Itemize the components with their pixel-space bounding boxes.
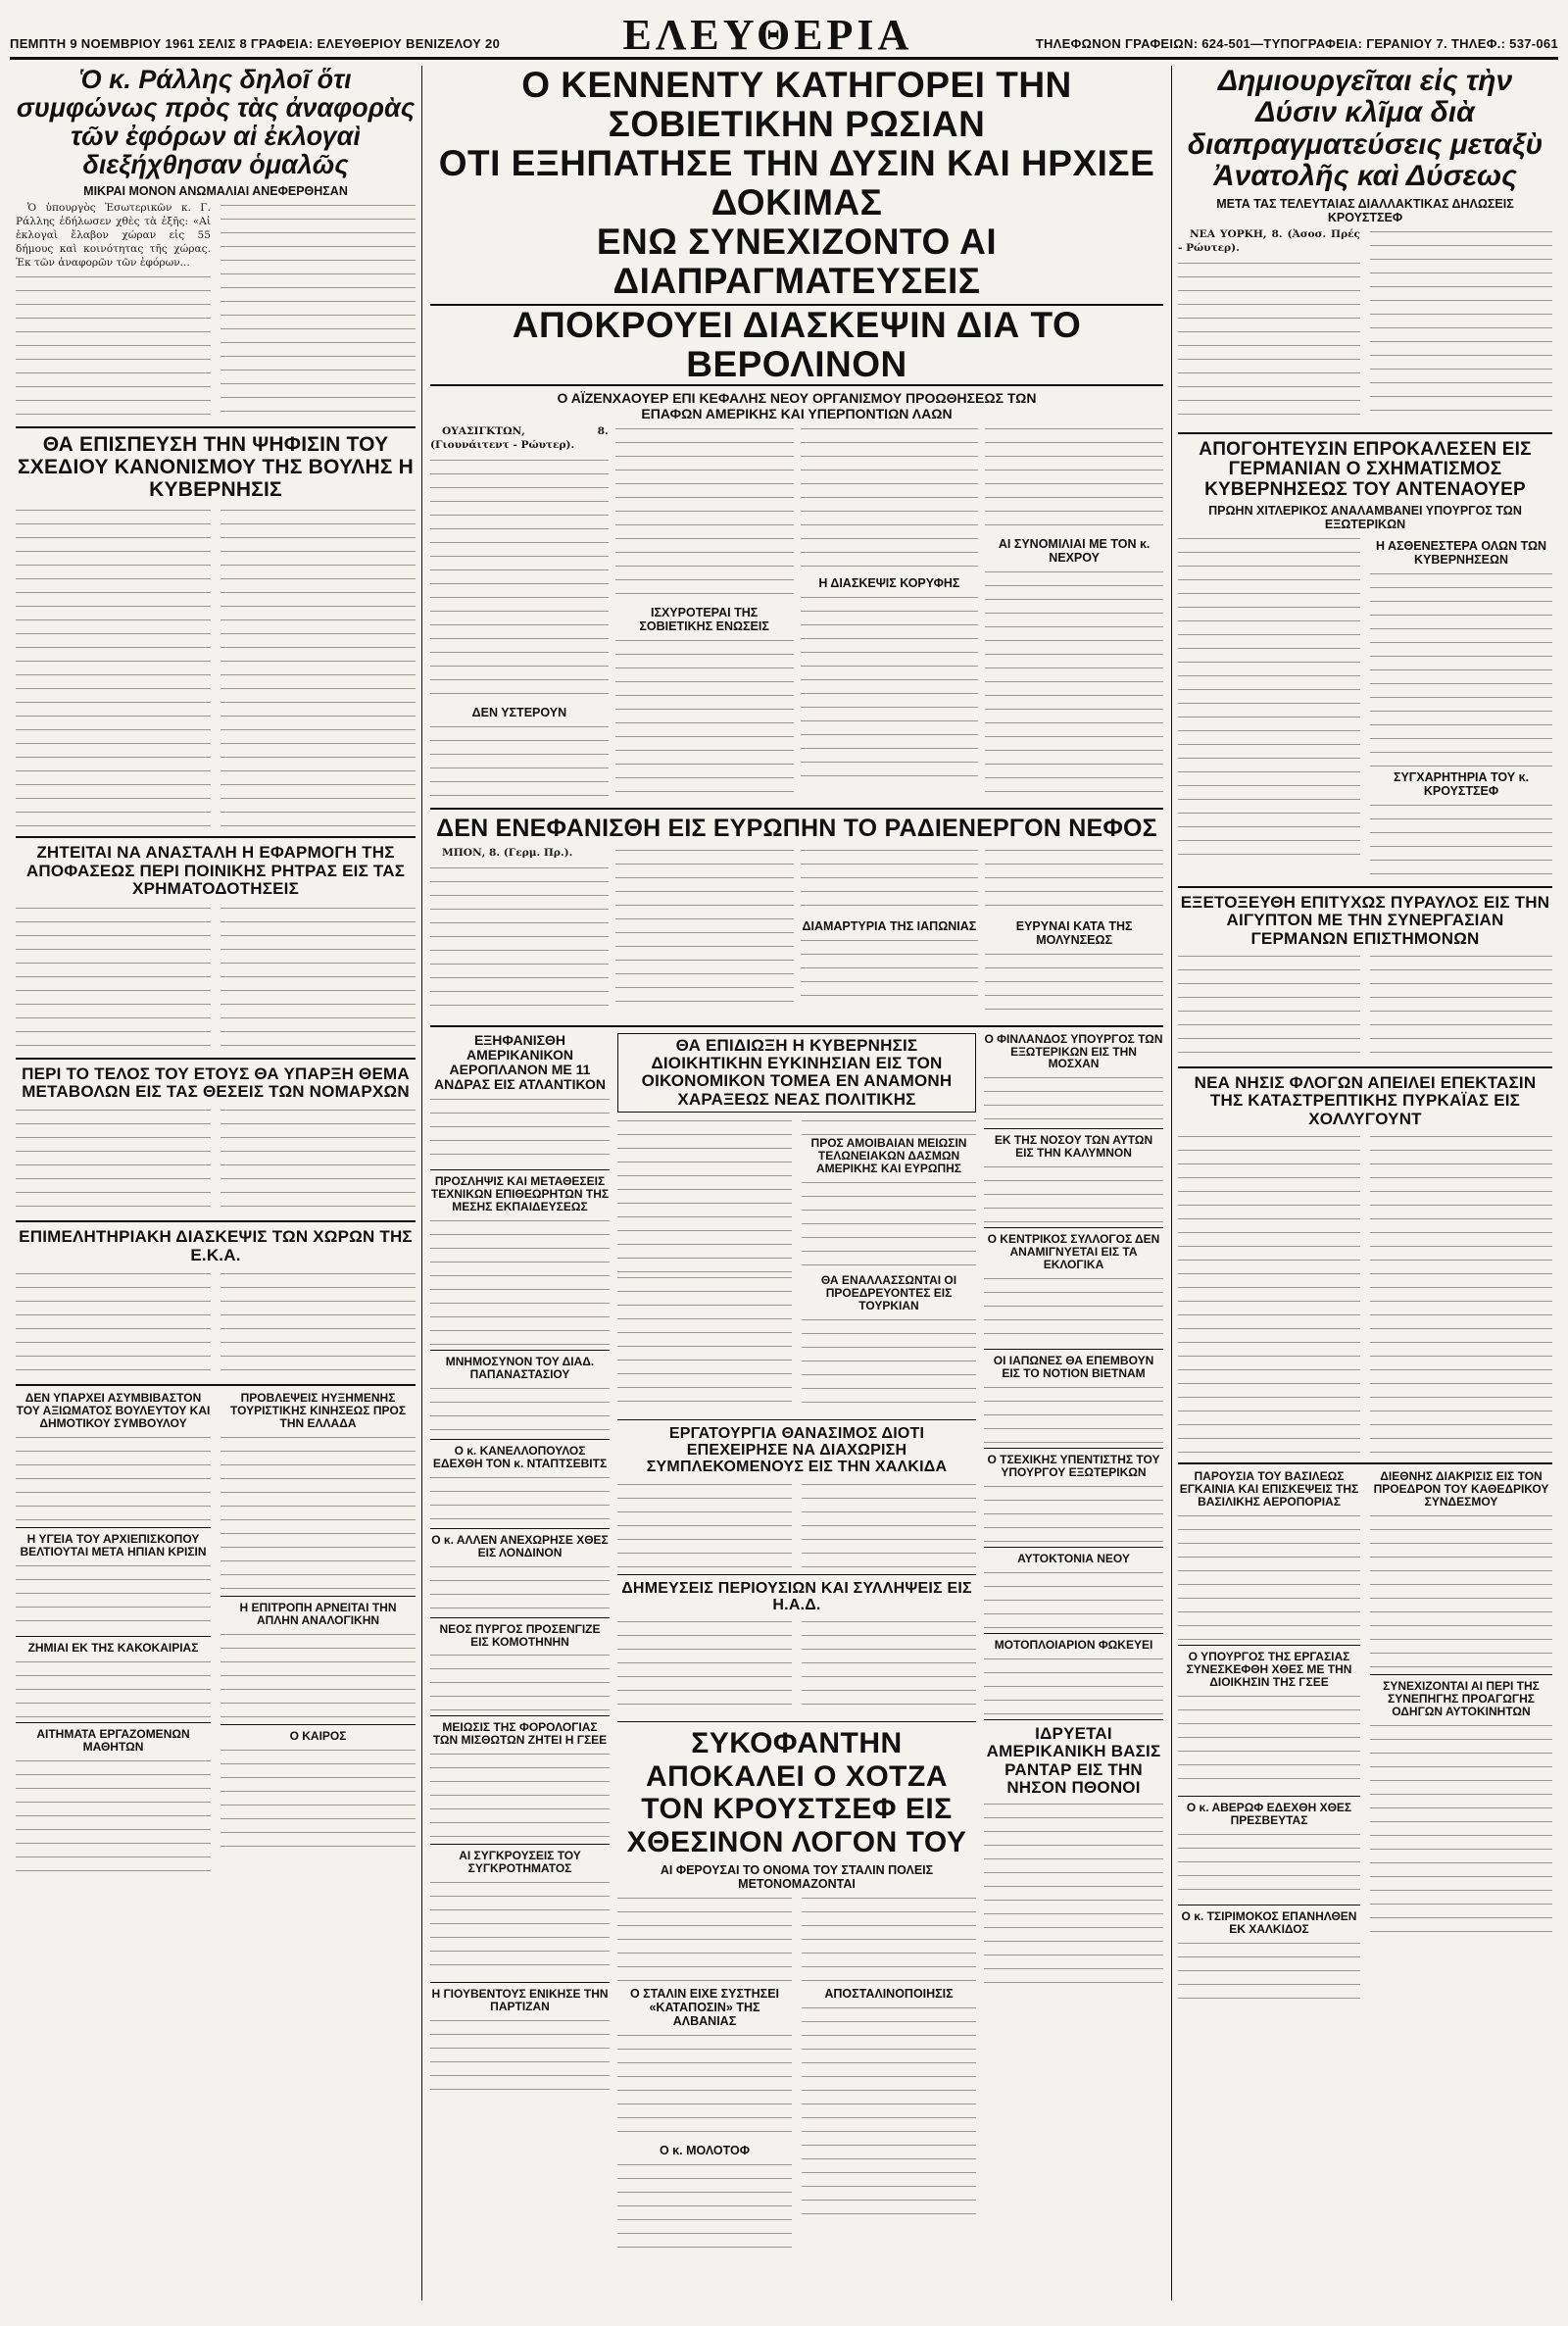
headline-labour-minister: Ο ΥΠΟΥΡΓΟΣ ΤΗΣ ΕΡΓΑΣΙΑΣ ΣΥΝΕΣΚΕΦΘΗ ΧΘΕΣ ΜΕ ΤΗΝ ΔΙΟΙΚΗΣΙΝ ΤΗΣ ΓΣΕΕ — [1186, 1650, 1352, 1689]
text-block — [220, 1270, 416, 1378]
right-bottom-grid — [1178, 1470, 1552, 1999]
text-block — [1178, 535, 1360, 859]
text-block — [984, 1569, 1163, 1628]
text-block — [802, 2004, 976, 2220]
text-block — [430, 723, 609, 802]
headline-kalymnos: ΕΚ ΤΗΣ ΝΟΣΟΥ ΤΩΝ ΑΥΤΩΝ ΕΙΣ ΤΗΝ ΚΑΛΥΜΝΟΝ — [994, 1133, 1153, 1161]
text-block — [220, 507, 416, 830]
subhead-albania: Ο ΣΤΑΛΙΝ ΕΙΧΕ ΣΥΣΤΗΣΕΙ «ΚΑΤΑΠΟΣΙΝ» ΤΗΣ ΑΛΒΑΝΙΑΣ — [629, 1986, 779, 2028]
headline-archbishop-health: Η ΥΓΕΙΑ ΤΟΥ ΑΡΧΙΕΠΙΣΚΟΠΟΥ ΒΕΛΤΙΟΥΤΑΙ ΜΕΤΑ ΗΠΙΑΝ ΚΡΙΣΙΝ — [20, 1531, 207, 1559]
headline-drivers: ΣΥΝΕΧΙΖΟΝΤΑΙ ΑΙ ΠΕΡΙ ΤΗΣ ΣΥΝΕΠΗΓΗΣ ΠΡΟΑΓΩΓΗΣ ΟΔΗΓΩΝ ΑΥΤΟΚΙΝΗΤΩΝ — [1383, 1679, 1540, 1718]
text-block — [430, 1096, 610, 1164]
right-dateline: ΝΕΑ ΥΟΡΚΗ, 8. (Ἀσοσ. Πρές - Ρώυτερ). — [1178, 227, 1360, 254]
text-block — [801, 594, 979, 780]
right-column — [1171, 66, 1558, 2301]
left-column — [10, 66, 421, 2301]
left-bottom-grid — [16, 1392, 416, 1875]
article-body — [617, 1274, 976, 1414]
headline-tariffs: ΠΡΟΣ ΑΜΟΙΒΑΙΑΝ ΜΕΙΩΣΙΝ ΤΕΛΩΝΕΙΑΚΩΝ ΔΑΣΜΩΝ ΑΜΕΡΙΚΗΣ ΚΑΙ ΕΥΡΩΠΗΣ — [810, 1136, 967, 1175]
text-block — [430, 1751, 610, 1839]
headline-juventus: Η ΓΙΟΥΒΕΝΤΟΥΣ ΕΝΙΚΗΣΕ ΤΗΝ ΠΑΡΤΙΖΑΝ — [431, 1987, 609, 2014]
text-block — [430, 1474, 610, 1523]
headline-komotini-tower: ΝΕΟΣ ΠΥΡΓΟΣ ΠΡΟΣΕΝΓΙΖΕ ΕΙΣ ΚΟΜΟΤΗΝΗΝ — [439, 1621, 601, 1649]
text-block — [220, 202, 416, 418]
text-block — [16, 1107, 211, 1214]
mid-lower-col-3 — [984, 1033, 1163, 2250]
subhead-weakest-government: Η ΑΣΘΕΝΕΣΤΕΡΑ ΟΛΩΝ ΤΩΝ ΚΥΒΕΡΝΗΣΕΩΝ — [1375, 539, 1547, 568]
text-block — [615, 637, 794, 794]
text-block — [16, 1562, 211, 1631]
subhead-soviet-forces: ΙΣΧΥΡΟΤΕΡΑΙ ΤΗΣ ΣΟΒΙΕΤΙΚΗΣ ΕΝΩΣΕΙΣ — [639, 605, 769, 633]
headline-averoff: Ο κ. ΑΒΕΡΩΦ ΕΔΕΧΘΗ ΧΘΕΣ ΠΡΕΣΒΕΥΤΑΣ — [1186, 1800, 1352, 1827]
text-block — [617, 1618, 792, 1716]
text-block — [984, 1801, 1163, 1987]
text-block — [1370, 1722, 1552, 1938]
article-body — [617, 1117, 976, 1274]
headline-voting-regulation: ΘΑ ΕΠΙΣΠΕΥΣΗ ΤΗΝ ΨΗΦΙΣΙΝ ΤΟΥ ΣΧΕΔΙΟΥ ΚΑΝΟΝΙΣΜΟΥ ΤΗΣ ΒΟΥΛΗΣ Η ΚΥΒΕΡΝΗΣΙΣ — [17, 433, 415, 501]
subhead-japan-protest: ΔΙΑΜΑΡΤΥΡΙΑ ΤΗΣ ΙΑΠΩΝΙΑΣ — [802, 918, 977, 933]
headline-weather: Ο ΚΑΙΡΟΣ — [289, 1728, 347, 1743]
main-article-body — [430, 425, 1163, 802]
text-block — [802, 1481, 976, 1569]
headline-clashes: ΑΙ ΣΥΓΚΡΟΥΣΕΙΣ ΤΟΥ ΣΥΓΚΡΟΤΗΜΑΤΟΣ — [459, 1849, 581, 1876]
text-block — [1370, 802, 1552, 880]
article-body — [16, 1270, 416, 1378]
radioactive-dateline: ΜΠΟΝ, 8. (Γερμ. Πρ.). — [442, 846, 573, 859]
main-dateline: ΟΥΑΣΙΓΚΤΩΝ, 8. (Γιουνάιτεντ - Ρώυτερ). — [430, 424, 609, 451]
headline-allen: Ο κ. ΑΛΛΕΝ ΑΝΕΧΩΡΗΣΕ ΧΘΕΣ ΕΙΣ ΛΟΝΔΙΝΟΝ — [431, 1532, 609, 1559]
article-body — [1178, 1133, 1552, 1457]
text-block — [984, 1483, 1163, 1542]
headline-chalkida: ΕΡΓΑΤΟΥΡΓΙΑ ΘΑΝΑΣΙΜΟΣ ΔΙΟΤΙ ΕΠΕΧΕΙΡΗΣΕ ΝΑ ΔΙΑΧΩΡΙΣΗ ΣΥΜΠΛΕΚΟΜΕΝΟΥΣ ΕΙΣ ΤΗΝ ΧΑΛΚΙΔΑ — [646, 1424, 948, 1476]
headline-aircraft-missing: ΕΞΗΦΑΝΙΣΘΗ ΑΜΕΡΙΚΑΝΙΚΟΝ ΑΕΡΟΠΛΑΝΟΝ ΜΕ 11 ΑΝΔΡΑΣ ΕΙΣ ΑΤΛΑΝΤΙΚΟΝ — [434, 1031, 606, 1092]
newspaper-page — [10, 10, 1558, 2306]
left-lead-paragraph: Ὁ ὑπουργὸς Ἐσωτερικῶν κ. Γ. Ράλλης ἐδήλωσεν χθὲς τὰ ἑξῆς: «Αἱ ἐκλογαὶ ἔλαβον χώραν εἰς 55 δήμους καὶ κοινότητας τῆς χώρας. Ἐκ τῶν ἀναφορῶν τῶν ἐφόρων... — [16, 201, 211, 269]
text-block — [802, 1895, 976, 1983]
headline-eka-conference: ΕΠΙΜΕΛΗΤΗΡΙΑΚΗ ΔΙΑΣΚΕΨΙΣ ΤΩΝ ΧΩΡΩΝ ΤΗΣ Ε.Κ.Α. — [19, 1227, 413, 1264]
text-block — [430, 1879, 610, 1977]
text-block — [984, 1656, 1163, 1714]
middle-column — [421, 66, 1171, 2301]
right-lead-body — [1178, 228, 1552, 426]
text-block — [802, 1117, 976, 1137]
masthead-phone: ΤΗΛΕΦΩΝΟΝ ΓΡΑΦΕΙΩΝ: 624-501—ΤΥΠΟΓΡΑΦΕΙΑ: ΓΕΡΑΝΙΟΥ 7. ΤΗΛΕΦ.: 537-061 — [1035, 36, 1558, 51]
headline-adenauer: ΑΠΟΓΟΗΤΕΥΣΙΝ ΕΠΡΟΚΑΛΕΣΕΝ ΕΙΣ ΓΕΡΜΑΝΙΑΝ Ο ΣΧΗΜΑΤΙΣΜΟΣ ΚΥΒΕΡΝΗΣΕΩΣ ΤΟΥ ΑΝΤΕΝΑΟΥΕΡ — [1199, 438, 1532, 500]
text-block — [801, 847, 979, 916]
text-block — [984, 1275, 1163, 1344]
text-block — [1370, 953, 1552, 1061]
subhead-summit: Η ΔΙΑΣΚΕΨΙΣ ΚΟΡΥΦΗΣ — [818, 575, 960, 590]
text-block — [617, 1117, 792, 1274]
text-block — [1370, 1133, 1552, 1457]
text-block — [1178, 953, 1360, 1061]
text-block — [430, 457, 609, 702]
text-block — [985, 847, 1163, 916]
text-block — [16, 1658, 211, 1717]
article-body — [16, 1107, 416, 1214]
text-block — [984, 1384, 1163, 1443]
headline-boat: ΜΟΤΟΠΛΟΙΑΡΙΟΝ ΦΩΚΕΥΕΙ — [994, 1637, 1153, 1652]
text-block — [1178, 1512, 1360, 1640]
text-block — [1370, 1512, 1552, 1669]
text-block — [802, 1618, 976, 1716]
subheadline-former-nazi: ΠΡΩΗΝ ΧΙΤΛΕΡΙΚΟΣ ΑΝΑΛΑΜΒΑΝΕΙ ΥΠΟΥΡΓΟΣ ΤΩΝ ΕΞΩΤΕΡΙΚΩΝ — [1208, 504, 1522, 532]
article-body — [617, 1618, 976, 1716]
headline-czech-minister: Ο ΤΣΕΧΙΚΗΣ ΥΠΕΝΤΙΣΤΗΣ ΤΟΥ ΥΠΟΥΡΓΟΥ ΕΞΩΤΕΡΙΚΩΝ — [987, 1453, 1160, 1480]
text-block — [985, 425, 1163, 533]
text-block — [1178, 1831, 1360, 1900]
headline-international-award: ΔΙΕΘΝΗΣ ΔΙΑΚΡΙΣΙΣ ΕΙΣ ΤΟΝ ΠΡΟΕΔΡΟΝ ΤΟΥ ΚΑΘΕΔΡΙΚΟΥ ΣΥΝΔΕΣΜΟΥ — [1373, 1469, 1549, 1509]
text-block — [430, 1652, 610, 1710]
subheadline-stalin-cities: ΑΙ ΦΕΡΟΥΣΑΙ ΤΟ ΟΝΟΜΑ ΤΟΥ ΣΤΑΛΙΝ ΠΟΛΕΙΣ ΜΕΤΟΝΟΜΑΖΟΝΤΑΙ — [660, 1862, 934, 1891]
text-block — [16, 1270, 211, 1378]
headline-inspectors: ΠΡΟΣΛΗΨΙΣ ΚΑΙ ΜΕΤΑΘΕΣΕΙΣ ΤΕΧΝΙΚΩΝ ΕΠΙΘΕΩΡΗΤΩΝ ΤΗΣ ΜΕΣΗΣ ΕΚΠΑΙΔΕΥΣΕΩΣ — [430, 1174, 610, 1213]
masthead-date-address: ΠΕΜΠΤΗ 9 ΝΟΕΜΒΡΙΟΥ 1961 ΣΕΛΙΣ 8 ΓΡΑΦΕΙΑ: ΕΛΕΥΘΕΡΙΟΥ ΒΕΝΙΖΕΛΟΥ 20 — [10, 36, 501, 51]
headline-storm-damage: ΖΗΜΙΑΙ ΕΚ ΤΗΣ ΚΑΚΟΚΑΙΡΙΑΣ — [27, 1640, 199, 1655]
headline-central-association: Ο ΚΕΝΤΡΙΚΟΣ ΣΥΛΛΟΓΟΣ ΔΕΝ ΑΝΑΜΙΓΝΥΕΤΑΙ ΕΙΣ ΤΑ ΕΚΛΟΓΙΚΑ — [987, 1232, 1160, 1272]
headline-administrative: ΘΑ ΕΠΙΔΙΩΞΗ Η ΚΥΒΕΡΝΗΣΙΣ ΔΙΟΙΚΗΤΙΚΗΝ ΕΥΚΙΝΗΣΙΑΝ ΕΙΣ ΤΟΝ ΟΙΚΟΝΟΜΙΚΟΝ ΤΟΜΕΑ ΕΝ ΑΝΑΜΟΝΗ ΧΑΡΑΞΕΩΣ ΝΕΑΣ ΠΟΛΙΤΙΚΗΣ — [617, 1033, 976, 1113]
main-headline-line-3: ΕΝΩ ΣΥΝΕΧΙΖΟΝΤΟ ΑΙ ΔΙΑΠΡΑΓΜΑΤΕΥΣΕΙΣ — [596, 221, 998, 301]
text-block — [1178, 1940, 1360, 1999]
mid-lower-col-2 — [617, 1033, 976, 2250]
headline-proportional: Η ΕΠΙΤΡΟΠΗ ΑΡΝΕΙΤΑΙ ΤΗΝ ΑΠΛΗΝ ΑΝΑΛΟΓΙΚΗΝ — [239, 1600, 397, 1627]
text-block — [1370, 570, 1552, 767]
text-block — [617, 1274, 792, 1402]
headline-vietnam: ΟΙ ΙΑΠΩΝΕΣ ΘΑ ΕΠΕΜΒΟΥΝ ΕΙΣ ΤΟ ΝΟΤΙΟΝ ΒΙΕΤΝΑΜ — [993, 1354, 1154, 1381]
text-block — [430, 1217, 610, 1345]
headline-tourism: ΠΡΟΒΛΕΨΕΙΣ ΗΥΞΗΜΕΝΗΣ ΤΟΥΡΙΣΤΙΚΗΣ ΚΙΝΗΣΕΩΣ ΠΡΟΣ ΤΗΝ ΕΛΛΑΔΑ — [229, 1391, 407, 1430]
text-block — [617, 2161, 792, 2250]
text-block — [16, 273, 211, 421]
text-block — [220, 1747, 416, 1855]
main-headline-line-1: Ο ΚΕΝΝΕΝΤΥ ΚΑΤΗΓΟΡΕΙ ΤΗΝ ΣΟΒΙΕΤΙΚΗΝ ΡΩΣΙΑΝ — [521, 66, 1072, 144]
main-headline-line-4: ΑΠΟΚΡΟΥΕΙ ΔΙΑΣΚΕΨΙΝ ΔΙΑ ΤΟ ΒΕΡΟΛΙΝΟΝ — [430, 304, 1163, 386]
main-subheadline: Ο ΑΪΖΕΝΧΑΟΥΕΡ ΕΠΙ ΚΕΦΑΛΗΣ ΝΕΟΥ ΟΡΓΑΝΙΣΜΟΥ ΠΡΟΩΘΗΣΕΩΣ ΤΩΝ ΕΠΑΦΩΝ ΑΜΕΡΙΚΗΣ ΚΑΙ ΥΠΕΡΠΟΝΤΙΩΝ ΛΑΩΝ — [557, 389, 1037, 421]
text-block — [801, 937, 979, 1006]
right-lead-subheadline: ΜΕΤΑ ΤΑΣ ΤΕΛΕΥΤΑΙΑΣ ΔΙΑΛΛΑΚΤΙΚΑΣ ΔΗΛΩΣΕΙΣ ΚΡΟΥΣΤΣΕΦ — [1216, 196, 1514, 224]
article-body — [617, 1895, 976, 2250]
text-block — [430, 1385, 610, 1434]
headline-confiscations: ΔΗΜΕΥΣΕΙΣ ΠΕΡΙΟΥΣΙΩΝ ΚΑΙ ΣΥΛΛΗΨΕΙΣ ΕΙΣ Η.Α.Δ. — [621, 1579, 972, 1613]
headline-finnish-minister: Ο ΦΙΝΛΑΝΔΟΣ ΥΠΟΥΡΓΟΣ ΤΩΝ ΕΞΩΤΕΡΙΚΩΝ ΕΙΣ ΤΗΝ ΜΟΣΧΑΝ — [984, 1031, 1163, 1071]
headline-working-students: ΑΙΤΗΜΑΤΑ ΕΡΓΑΖΟΜΕΝΩΝ ΜΑΘΗΤΩΝ — [36, 1726, 190, 1754]
subhead-destalinization: ΑΠΟΣΤΑΛΙΝΟΠΟΙΗΣΙΣ — [824, 1986, 954, 2001]
article-body — [16, 507, 416, 830]
text-block — [1178, 1133, 1360, 1457]
article-body — [617, 1481, 976, 1569]
main-headline-line-2: ΟΤΙ ΕΞΗΠΑΤΗΣΕ ΤΗΝ ΔΥΣΙΝ ΚΑΙ ΗΡΧΙΣΕ ΔΟΚΙΜΑΣ — [438, 142, 1155, 223]
text-block — [16, 507, 211, 830]
text-block — [220, 1631, 416, 1719]
text-block — [430, 2017, 610, 2096]
headline-taxation: ΜΕΙΩΣΙΣ ΤΗΣ ΦΟΡΟΛΟΓΙΑΣ ΤΩΝ ΜΙΣΘΩΤΩΝ ΖΗΤΕΙ Η ΓΣΕΕ — [432, 1720, 608, 1748]
newspaper-title: ΕΛΕΥΘΕΡΙΑ — [622, 11, 913, 59]
text-block — [617, 2032, 792, 2140]
headline-radar-base: ΙΔΡΥΕΤΑΙ ΑΜΕΡΙΚΑΝΙΚΗ ΒΑΣΙΣ ΡΑΝΤΑΡ ΕΙΣ ΤΗΝ ΝΗΣΟΝ ΠΘΟΝΟΙ — [986, 1723, 1161, 1797]
text-block — [802, 1179, 976, 1267]
text-block — [220, 1434, 416, 1591]
masthead — [10, 10, 1558, 60]
headline-penalty-clause: ΖΗΤΕΙΤΑΙ ΝΑ ΑΝΑΣΤΑΛΗ Η ΕΦΑΡΜΟΓΗ ΤΗΣ ΑΠΟΦΑΣΕΩΣ ΠΕΡΙ ΠΟΙΝΙΚΗΣ ΡΗΤΡΑΣ ΕΙΣ ΤΑΣ ΧΡΗΜΑΤΟΔΟΤΗΣΕΙΣ — [25, 843, 406, 899]
subhead-contamination: ΕΥΡΥΝΑΙ ΚΑΤΑ ΤΗΣ ΜΟΛΥΝΣΕΩΣ — [1015, 918, 1133, 947]
text-block — [430, 1563, 610, 1612]
text-block — [617, 1481, 792, 1569]
text-block — [802, 1316, 976, 1414]
headline-kanellopoulos: Ο κ. ΚΑΝΕΛΛΟΠΟΥΛΟΣ ΕΔΕΧΘΗ ΤΟΝ κ. ΝΤΑΠΤΣΕΒΙΤΣ — [432, 1443, 608, 1470]
text-block — [220, 905, 416, 1052]
article-body — [1178, 953, 1552, 1061]
article-body — [16, 905, 416, 1052]
text-block — [985, 951, 1163, 1019]
headline-hoxha: ΣΥΚΟΦΑΝΤΗΝ ΑΠΟΚΑΛΕΙ Ο ΧΟΤΖΑ ΤΟΝ ΚΡΟΥΣΤΣΕΦ ΕΙΣ ΧΘΕΣΙΝΟΝ ΛΟΓΟΝ ΤΟΥ — [626, 1727, 967, 1858]
headline-prefects: ΠΕΡΙ ΤΟ ΤΕΛΟΣ ΤΟΥ ΕΤΟΥΣ ΘΑ ΥΠΑΡΞΗ ΘΕΜΑ ΜΕΤΑΒΟΛΩΝ ΕΙΣ ΤΑΣ ΘΕΣΕΙΣ ΤΩΝ ΝΟΜΑΡΧΩΝ — [22, 1064, 410, 1101]
text-block — [615, 847, 794, 1009]
columns — [10, 66, 1558, 2301]
right-lead-headline: Δημιουργεῖται εἰς τὴν Δύσιν κλῖμα διὰ διαπραγματεύσεις μεταξὺ Ἀνατολῆς καὶ Δύσεως — [1187, 66, 1544, 193]
headline-king-air-force: ΠΑΡΟΥΣΙΑ ΤΟΥ ΒΑΣΙΛΕΩΣ ΕΓΚΑΙΝΙΑ ΚΑΙ ΕΠΙΣΚΕΨΕΙΣ ΤΗΣ ΒΑΣΙΛΙΚΗΣ ΑΕΡΟΠΟΡΙΑΣ — [1179, 1469, 1359, 1509]
mid-lower-col-1 — [430, 1033, 610, 2250]
subhead-khrushchev-congrats: ΣΥΓΧΑΡΗΤΗΡΙΑ ΤΟΥ κ. ΚΡΟΥΣΤΣΕΦ — [1393, 770, 1530, 799]
headline-turkey: ΘΑ ΕΝΑΛΛΑΣΣΩΝΤΑΙ ΟΙ ΠΡΟΕΔΡΕΥΟΝΤΕΣ ΕΙΣ ΤΟΥΡΚΙΑΝ — [820, 1273, 957, 1312]
text-block — [615, 425, 794, 602]
text-block — [1178, 260, 1360, 426]
text-block — [984, 1074, 1163, 1123]
text-block — [984, 1163, 1163, 1222]
headline-suicide: ΑΥΤΟΚΤΟΝΙΑ ΝΕΟΥ — [1017, 1552, 1130, 1565]
article-body — [1178, 535, 1552, 880]
left-lead-subheadline: ΜΙΚΡΑΙ ΜΟΝΟΝ ΑΝΩΜΑΛΙΑΙ ΑΝΕΦΕΡΘΗΣΑΝ — [83, 183, 348, 198]
headline-memorial: ΜΝΗΜΟΣΥΝΟΝ ΤΟΥ ΔΙΑΔ. ΠΑΠΑΝΑΣΤΑΣΙΟΥ — [445, 1354, 595, 1381]
text-block — [985, 569, 1163, 794]
headline-radioactive-cloud: ΔΕΝ ΕΝΕΦΑΝΙΣΘΗ ΕΙΣ ΕΥΡΩΠΗΝ ΤΟ ΡΑΔΙΕΝΕΡΓΟΝ ΝΕΦΟΣ — [436, 814, 1157, 842]
subhead-not-behind: ΔΕΝ ΥΣΤΕΡΟΥΝ — [471, 705, 567, 719]
text-block — [220, 1107, 416, 1214]
left-lead-headline: Ὁ κ. Ράλλης δηλοῖ ὅτι συμφώνως πρὸς τὰς ἀναφορὰς τῶν ἐφόρων αἱ ἐκλογαὶ διεξήχθησαν ὁμαλῶς — [16, 66, 416, 180]
text-block — [617, 1895, 792, 1983]
text-block — [1178, 1693, 1360, 1791]
subhead-nehru-talks: ΑΙ ΣΥΝΟΜΙΛΙΑΙ ΜΕ ΤΟΝ κ. ΝΕΧΡΟΥ — [998, 536, 1151, 565]
text-block — [801, 425, 979, 572]
headline-hollywood-fire: ΝΕΑ ΝΗΣΙΣ ΦΛΟΓΩΝ ΑΠΕΙΛΕΙ ΕΠΕΚΤΑΣΙΝ ΤΗΣ ΚΑΤΑΣΤΡΕΠΤΙΚΗΣ ΠΥΡΚΑΪΑΣ ΕΙΣ ΧΟΛΛΥΓΟΥΝΤ — [1194, 1073, 1537, 1128]
left-lead-body — [16, 202, 416, 421]
text-block — [16, 1757, 211, 1875]
middle-lower-grid — [430, 1033, 1163, 2250]
headline-mp-councillor: ΔΕΝ ΥΠΑΡΧΕΙ ΑΣΥΜΒΙΒΑΣΤΟΝ ΤΟΥ ΑΞΙΩΜΑΤΟΣ ΒΟΥΛΕΥΤΟΥ ΚΑΙ ΔΗΜΟΤΙΚΟΥ ΣΥΜΒΟΥΛΟΥ — [16, 1391, 211, 1430]
radioactive-article-body — [430, 847, 1163, 1019]
text-block — [430, 865, 609, 1012]
text-block — [16, 1434, 211, 1522]
headline-tsirimokos: Ο κ. ΤΣΙΡΙΜΟΚΟΣ ΕΠΑΝΗΛΘΕΝ ΕΚ ΧΑΛΚΙΔΟΣ — [1181, 1908, 1357, 1936]
headline-egypt-rocket: ΕΞΕΤΟΞΕΥΘΗ ΕΠΙΤΥΧΩΣ ΠΥΡΑΥΛΟΣ ΕΙΣ ΤΗΝ ΑΙΓΥΠΤΟΝ ΜΕ ΤΗΝ ΣΥΝΕΡΓΑΣΙΑΝ ΓΕΡΜΑΝΩΝ ΕΠΙΣΤΗΜΟΝΩΝ — [1180, 893, 1550, 948]
text-block — [16, 905, 211, 1052]
subhead-molotov: Ο κ. ΜΟΛΟΤΟΦ — [659, 2143, 751, 2157]
text-block — [1370, 228, 1552, 415]
